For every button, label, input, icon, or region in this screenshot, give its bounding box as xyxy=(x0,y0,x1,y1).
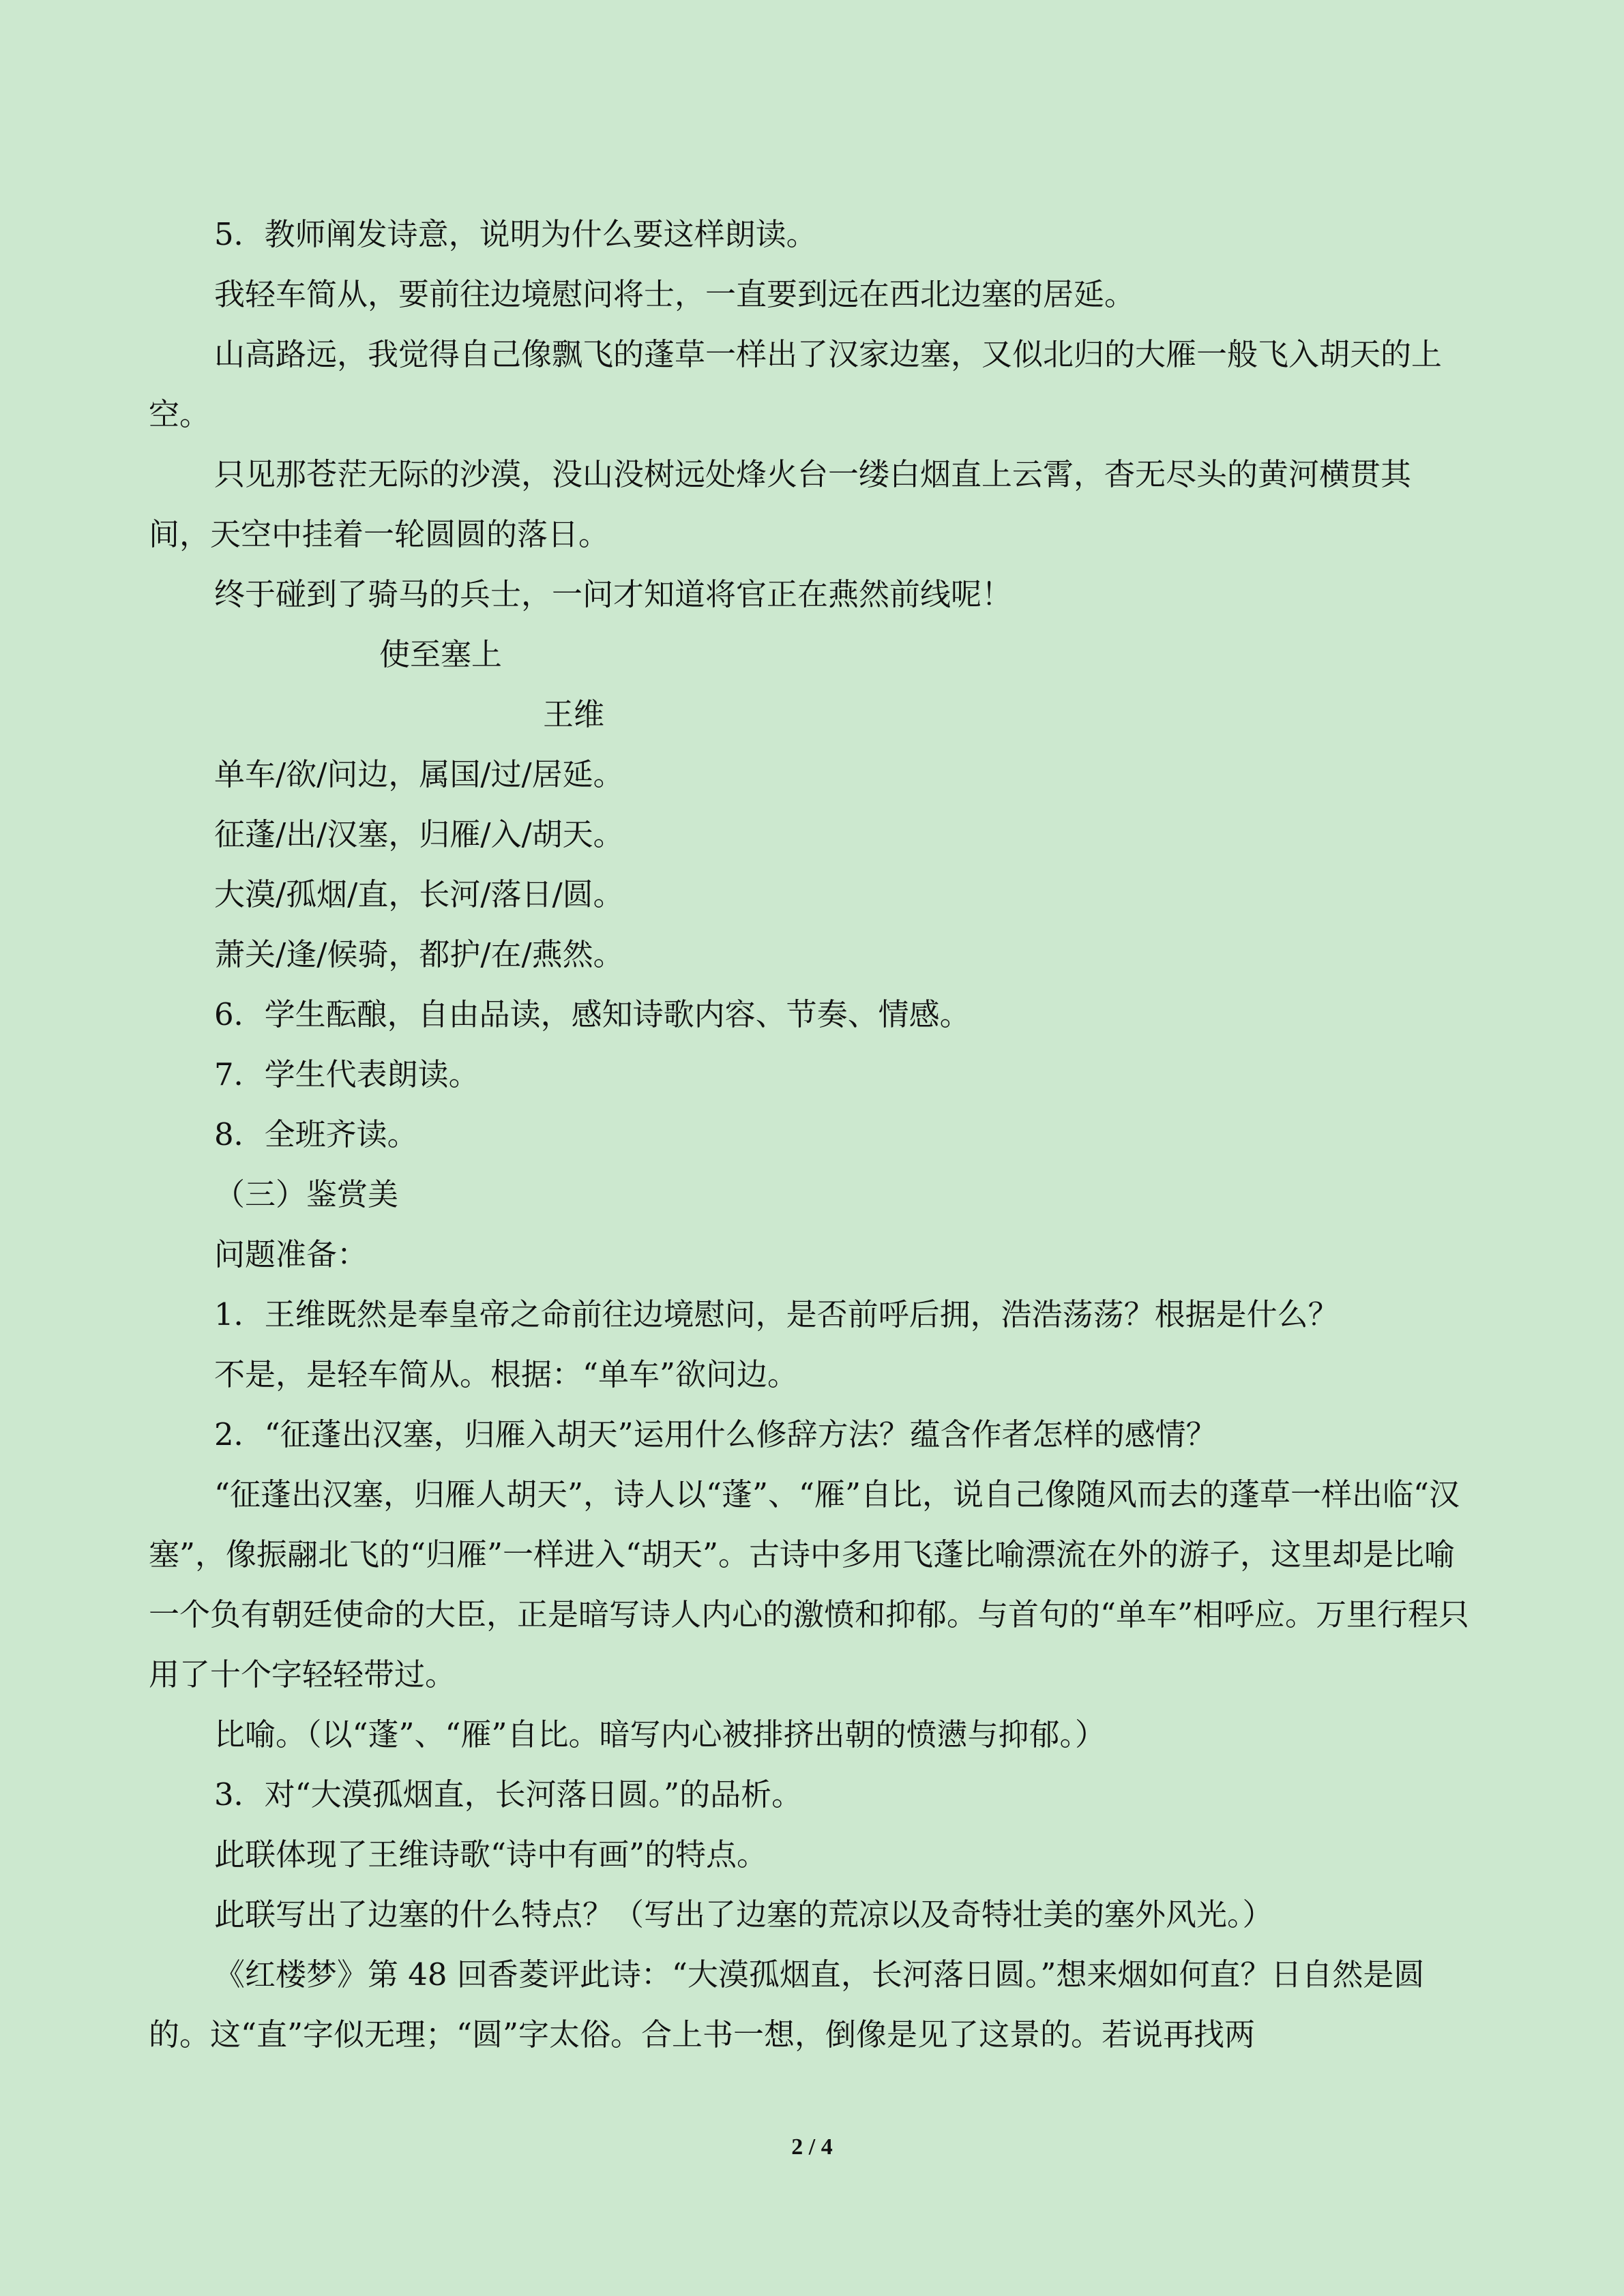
question: 3．对“大漠孤烟直，长河落日圆。”的品析。 xyxy=(214,1776,803,1813)
paragraph: 我轻车简从，要前往边境慰问将士，一直要到远在西北边塞的居延。 xyxy=(214,276,1136,312)
answer: 此联写出了边塞的什么特点？（写出了边塞的荒凉以及奇特壮美的塞外风光。） xyxy=(214,1896,1273,1933)
paragraph: 5．教师阐发诗意，说明为什么要这样朗读。 xyxy=(214,216,817,252)
poem-author: 王维 xyxy=(543,696,605,732)
question: 1．王维既然是奉皇帝之命前往边境慰问，是否前呼后拥，浩浩荡荡？根据是什么？ xyxy=(214,1296,1339,1332)
paragraph: 山高路远，我觉得自己像飘飞的蓬草一样出了汉家边塞，又似北归的大雁一般飞入胡天的上空。 xyxy=(149,336,1443,432)
paragraph: 7．学生代表朗读。 xyxy=(214,1056,479,1092)
answer: “征蓬出汉塞，归雁人胡天”，诗人以“蓬”、“雁”自比，说自己像随风而去的蓬草一样出临“汉塞”，像振翮北飞的“归雁”一样进入“胡天”。古诗中多用飞蓬比喻漂流在外的游子，这里却是比喻一个负有朝廷使命的大臣，正是暗写诗人内心的激愤和抑郁。与首句的“单车”相呼应。万里行程只用了十个字轻轻带过。 xyxy=(149,1476,1470,1693)
paragraph: 8．全班齐读。 xyxy=(214,1116,418,1152)
answer: 比喻。（以“蓬”、“雁”自比。暗写内心被排挤出朝的愤懑与抑郁。） xyxy=(214,1716,1106,1753)
paragraph: 问题准备： xyxy=(214,1236,368,1272)
poem-line: 单车/欲/问边，属国/过/居延。 xyxy=(214,756,624,792)
paragraph: 6．学生酝酿，自由品读，感知诗歌内容、节奏、情感。 xyxy=(214,996,971,1032)
paragraph: 《红楼梦》第 48 回香菱评此诗：“大漠孤烟直，长河落日圆。”想来烟如何直？日自然是圆的。这“直”字似无理；“圆”字太俗。合上书一想，倒像是见了这景的。若说再找两 xyxy=(149,1956,1425,2053)
poem-line: 大漠/孤烟/直，长河/落日/圆。 xyxy=(214,876,624,912)
document-body xyxy=(149,205,1472,2065)
section-heading: （三）鉴赏美 xyxy=(214,1176,399,1212)
question: 2．“征蓬出汉塞，归雁入胡天”运用什么修辞方法？蕴含作者怎样的感情？ xyxy=(214,1416,1217,1452)
answer: 此联体现了王维诗歌“诗中有画”的特点。 xyxy=(214,1836,768,1873)
poem-line: 征蓬/出/汉塞，归雁/入/胡天。 xyxy=(214,816,624,852)
poem-line: 萧关/逢/候骑，都护/在/燕然。 xyxy=(214,936,624,972)
answer: 不是，是轻车简从。根据：“单车”欲问边。 xyxy=(214,1356,799,1392)
paragraph: 只见那苍茫无际的沙漠，没山没树远处烽火台一缕白烟直上云霄，杳无尽头的黄河横贯其间，天空中挂着一轮圆圆的落日。 xyxy=(149,456,1412,552)
page-number: 2 / 4 xyxy=(791,2134,833,2160)
poem-title: 使至塞上 xyxy=(379,636,503,672)
paragraph: 终于碰到了骑马的兵士，一问才知道将官正在燕然前线呢！ xyxy=(214,576,1013,612)
